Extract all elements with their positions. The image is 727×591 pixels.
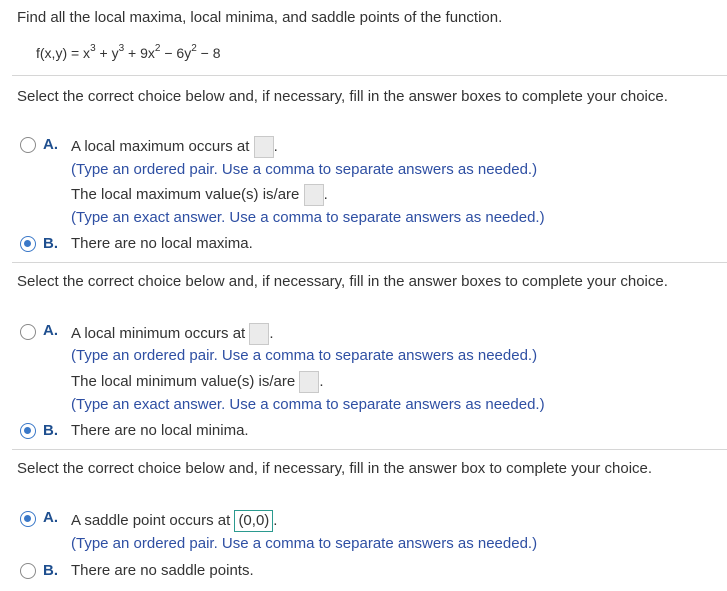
max-location-input[interactable] (254, 136, 274, 158)
no-local-minima-text: There are no local minima. (71, 422, 249, 439)
function-expression: $f(x,y) = x^3 + y^3 + 9x^2 - 6y^2 - 8$ (36, 43, 221, 61)
max-value-line: The local maximum value(s) is/are . (71, 184, 328, 206)
min-location-line: A local minimum occurs at . (71, 323, 274, 345)
divider (12, 75, 727, 76)
saddle-location-line: A saddle point occurs at (0,0) . (71, 510, 277, 532)
instruction-saddle: Select the correct choice below and, if necessary, fill in the answer box to complete your choice. (17, 460, 653, 477)
min-location-input[interactable] (249, 323, 269, 345)
instruction-minima: Select the correct choice below and, if necessary, fill in the answer boxes to complete your choice. (17, 273, 668, 290)
option-letter: A. (43, 509, 58, 526)
min-value-input[interactable] (299, 371, 319, 393)
no-local-maxima-text: There are no local maxima. (71, 235, 253, 252)
saddle-point-input[interactable]: (0,0) (234, 510, 273, 532)
min-value-line: The local minimum value(s) is/are . (71, 371, 324, 393)
hint-exact-answer: (Type an exact answer. Use a comma to separate answers as needed.) (71, 396, 545, 413)
option-letter: B. (43, 422, 58, 439)
option-letter: A. (43, 322, 58, 339)
hint-exact-answer: (Type an exact answer. Use a comma to separate answers as needed.) (71, 209, 545, 226)
max-location-line: A local maximum occurs at . (71, 136, 278, 158)
option-letter: B. (43, 562, 58, 579)
radio-max-b[interactable] (20, 236, 36, 252)
no-saddle-points-text: There are no saddle points. (71, 562, 254, 579)
hint-ordered-pair: (Type an ordered pair. Use a comma to separate answers as needed.) (71, 535, 538, 552)
divider (12, 262, 727, 263)
option-letter: A. (43, 136, 58, 153)
radio-max-a[interactable] (20, 137, 36, 153)
hint-ordered-pair: (Type an ordered pair. Use a comma to separate answers as needed.) (71, 161, 538, 178)
radio-saddle-a[interactable] (20, 511, 36, 527)
radio-min-b[interactable] (20, 423, 36, 439)
question-prompt: Find all the local maxima, local minima, and saddle points of the function. (17, 9, 503, 26)
hint-ordered-pair: (Type an ordered pair. Use a comma to separate answers as needed.) (71, 347, 538, 364)
max-value-input[interactable] (304, 184, 324, 206)
radio-saddle-b[interactable] (20, 563, 36, 579)
divider (12, 449, 727, 450)
option-letter: B. (43, 235, 58, 252)
instruction-maxima: Select the correct choice below and, if necessary, fill in the answer boxes to complete your choice. (17, 88, 668, 105)
radio-min-a[interactable] (20, 324, 36, 340)
